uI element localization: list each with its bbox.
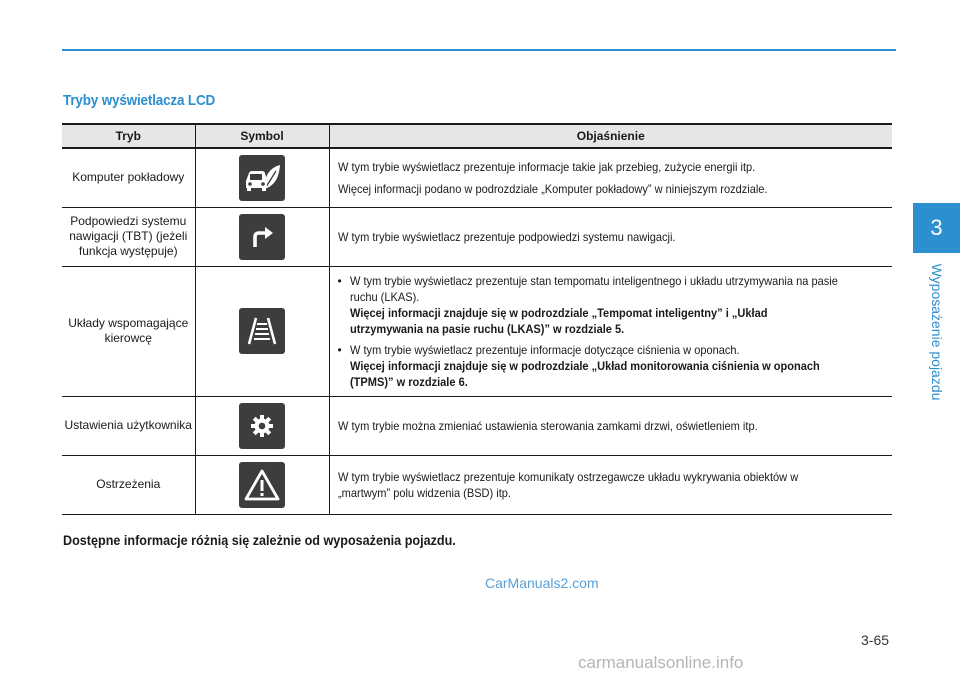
header-symbol: Symbol bbox=[195, 124, 329, 148]
mode-cell bbox=[62, 266, 195, 396]
mode-cell bbox=[62, 207, 195, 266]
header-mode: Tryb bbox=[62, 124, 195, 148]
description-text: Więcej informacji podano w podrozdziale „Komputer pokładowy” w niniejszym rozdziale. bbox=[337, 181, 768, 196]
description-cell bbox=[329, 455, 892, 514]
watermark: CarManuals2.com bbox=[485, 575, 599, 591]
chapter-label: Wyposażenie pojazdu bbox=[929, 263, 945, 401]
lane-assist-icon bbox=[239, 308, 285, 354]
description-cell bbox=[329, 396, 892, 455]
mode-label: Ustawienia użytkownika bbox=[64, 418, 192, 432]
table-header-row bbox=[62, 124, 892, 148]
description-cell bbox=[329, 148, 892, 207]
page-number: 3-65 bbox=[861, 632, 890, 648]
table-row bbox=[62, 396, 892, 455]
bullet-text: W tym trybie wyświetlacz prezentuje stan tempomatu inteligentnego i układu utrzymywania na pasie ruchu (LKAS). bbox=[349, 273, 838, 304]
bullet-item bbox=[338, 273, 885, 337]
symbol-cell bbox=[195, 207, 329, 266]
section-title: Tryby wyświetlacza LCD bbox=[63, 92, 216, 109]
bullet-item bbox=[338, 342, 885, 390]
mode-label: Układy wspomagające kierowcę bbox=[68, 316, 189, 345]
symbol-cell bbox=[195, 455, 329, 514]
description-text: W tym trybie można zmieniać ustawienia sterowania zamkami drzwi, oświetleniem itp. bbox=[337, 418, 758, 433]
header-description: Objaśnienie bbox=[329, 124, 892, 148]
mode-label: Podpowiedzi systemu nawigacji (TBT) (jeżeli funkcja występuje) bbox=[69, 214, 188, 258]
table-row bbox=[62, 266, 892, 396]
bullet-bold-text: Więcej informacji znajduje się w podrozdziale „Tempomat inteligentny” i „Układ utrzymywania na pasie ruchu (LKAS)” w rozdziale 5. bbox=[349, 305, 767, 336]
description-text: W tym trybie wyświetlacz prezentuje komunikaty ostrzegawcze układu wykrywania obiektów w „martwym” polu widzenia (BSD) itp. bbox=[337, 469, 798, 500]
footnote: Dostępne informacje różnią się zależnie od wyposażenia pojazdu. bbox=[63, 532, 456, 548]
bullet-bold-text: Więcej informacji znajduje się w podrozdziale „Układ monitorowania ciśnienia w oponach (TPMS)” w rozdziale 6. bbox=[349, 358, 820, 389]
description-text: W tym trybie wyświetlacz prezentuje informacje takie jak przebieg, zużycie energii itp. bbox=[337, 159, 755, 174]
symbol-cell bbox=[195, 148, 329, 207]
warning-triangle-icon bbox=[239, 462, 285, 508]
table-row bbox=[62, 207, 892, 266]
top-rule bbox=[62, 49, 896, 51]
mode-label: Komputer pokładowy bbox=[72, 170, 185, 185]
description-text: W tym trybie wyświetlacz prezentuje podpowiedzi systemu nawigacji. bbox=[337, 229, 675, 244]
trip-computer-icon bbox=[239, 155, 285, 201]
mode-cell bbox=[62, 396, 195, 455]
settings-gear-icon bbox=[239, 403, 285, 449]
description-cell bbox=[329, 207, 892, 266]
symbol-cell bbox=[195, 266, 329, 396]
mode-cell bbox=[62, 455, 195, 514]
table-row bbox=[62, 455, 892, 514]
chapter-tab: 3 bbox=[913, 203, 960, 253]
description-cell bbox=[329, 266, 892, 396]
lcd-modes-table bbox=[62, 123, 892, 515]
navigation-turn-icon bbox=[239, 214, 285, 260]
source-watermark: carmanualsonline.info bbox=[578, 653, 744, 672]
bullet-text: W tym trybie wyświetlacz prezentuje informacje dotyczące ciśnienia w oponach. bbox=[349, 342, 740, 357]
mode-cell bbox=[62, 148, 195, 207]
table-row bbox=[62, 148, 892, 207]
symbol-cell bbox=[195, 396, 329, 455]
mode-label: Ostrzeżenia bbox=[96, 477, 161, 491]
